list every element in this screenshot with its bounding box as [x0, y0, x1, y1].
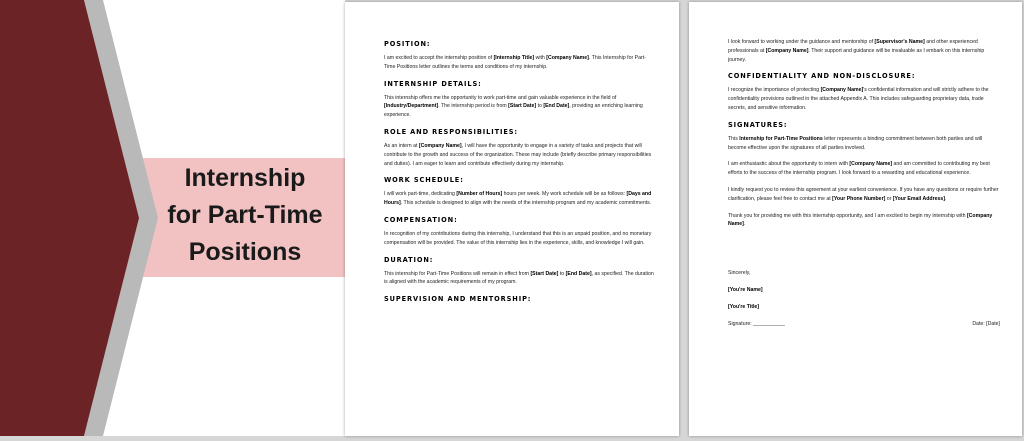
text-run: . — [743, 221, 746, 228]
section-heading: ROLE AND RESPONSIBILITIES: — [384, 127, 518, 136]
text-run: I will work part-time, dedicating — [384, 191, 457, 198]
text-run: letter represents a binding commitment between both parties and will become effective upon the signatures of all parties involved. — [728, 135, 983, 151]
document-page-1 — [345, 2, 679, 436]
section-supervision-and-mentorship — [384, 295, 657, 303]
placeholder-field: [Company Name] — [820, 87, 864, 94]
section-compensation — [384, 216, 657, 248]
section-heading: CONFIDENTIALITY AND NON-DISCLOSURE: — [728, 72, 916, 81]
section-internship-details — [384, 80, 657, 120]
closing-block — [728, 269, 1000, 328]
section-confidentiality-and-non-disclosure — [728, 72, 1000, 112]
placeholder-field: [Company Name] — [765, 47, 809, 54]
text-run: hours per week. My work schedule will be as follows: — [502, 191, 627, 198]
placeholder-field: [Company Name] — [728, 212, 993, 228]
paragraph — [384, 190, 657, 208]
placeholder-field: [Number of Hours] — [456, 191, 503, 198]
text-run: I kindly request you to review this agreement at your earliest convenience. If you have any questions or require further clarification, please feel free to contact me at — [728, 186, 999, 202]
text-run: I am enthusiastic about the opportunity to intern with — [728, 161, 850, 168]
text-run: As an intern at — [384, 142, 419, 149]
closing-name — [728, 286, 1000, 295]
section-continued — [728, 38, 1000, 64]
closing-name-text: [You're Name] — [728, 286, 763, 293]
text-run: Thank you for providing me with this internship opportunity, and I am excited to begin my internship with — [728, 212, 967, 219]
text-run: to — [558, 270, 566, 277]
text-run: I look forward to working under the guidance and mentorship of — [728, 39, 875, 45]
placeholder-field: [Industry/Department] — [384, 103, 439, 110]
document-page-2 — [689, 2, 1022, 436]
section-heading: SUPERVISION AND MENTORSHIP: — [384, 295, 532, 304]
text-run: . Their support and guidance will be invaluable as I embark on this internship journey. — [728, 47, 985, 63]
text-run: . — [945, 195, 947, 202]
section-duration — [384, 256, 657, 288]
signature-line — [728, 320, 1000, 329]
placeholder-field: [Company Name] — [546, 55, 589, 61]
placeholder-field: [Internship Title] — [493, 55, 535, 61]
text-run: In recognition of my contributions during this internship, I understand that this is an unpaid position, and no monetary compensation will be provided. The value of this internship lies in the experience, skills, and knowledge I will gain. — [384, 230, 652, 246]
text-run: and am committed to contributing my best efforts to the success of the internship program. I look forward to a rewarding and educational experience. — [728, 161, 990, 177]
paragraph — [384, 94, 657, 120]
section-signatures — [728, 121, 1000, 229]
placeholder-field: [Start Date] — [508, 103, 537, 110]
section-role-and-responsibilities — [384, 128, 657, 168]
date-field: Date: [Date] — [972, 320, 1000, 327]
paragraph — [728, 135, 1000, 153]
signature-field: Signature: ___________ — [728, 320, 785, 327]
section-heading: SIGNATURES: — [728, 120, 788, 129]
placeholder-field: [End Date] — [565, 270, 592, 277]
text-run: 's confidential information and will strictly adhere to the confidentiality provisions outlined in the attached Appendix A. This includes safeguarding proprietary data, trade secrets, and sensitive information. — [728, 87, 989, 111]
paragraph — [728, 160, 1000, 178]
paragraph — [384, 230, 657, 248]
paragraph — [384, 142, 657, 168]
text-run: with — [534, 55, 547, 61]
text-run: . This Internship for Part-Time Positions letter outlines the terms and conditions of my internship. — [384, 55, 646, 70]
placeholder-field: [Your Email Address] — [892, 195, 946, 202]
text-run: , providing an enriching learning experience. — [384, 103, 643, 119]
closing-sincerely — [728, 269, 1000, 278]
section-work-schedule — [384, 176, 657, 208]
section-heading: COMPENSATION: — [384, 215, 458, 224]
paragraph — [728, 186, 1000, 204]
placeholder-field: [Supervisor's Name] — [874, 39, 925, 45]
placeholder-field: [Your Phone Number] — [832, 195, 886, 202]
closing-title-text: [You're Title] — [728, 303, 760, 310]
text-run: and other experienced professionals at — [728, 39, 978, 54]
placeholder-field: [End Date] — [543, 103, 570, 110]
closing-title — [728, 303, 1000, 312]
text-run: , I will have the opportunity to engage in a variety of tasks and projects that will contribute to the growth and success of the organization. These may include (briefly describe primary responsibilities and duties). I am eager to learn and contribute effectively during my internship. — [384, 142, 652, 167]
placeholder-field: Internship for Part-Time Positions — [739, 135, 823, 142]
section-heading: POSITION: — [384, 40, 431, 48]
closing-sincerely-text: Sincerely, — [728, 270, 751, 277]
text-run: . This schedule is designed to align with the needs of the internship program and my academic commitments. — [400, 200, 652, 207]
text-run: or — [885, 195, 893, 202]
text-run: I recognize the importance of protecting — [728, 87, 821, 94]
cover-banner — [0, 0, 345, 436]
paragraph — [384, 270, 657, 288]
text-run: to — [536, 103, 544, 110]
paragraph — [728, 86, 1000, 112]
text-run: This internship offers me the opportunity to work part-time and gain valuable experience in the field of — [384, 94, 617, 101]
banner-title: Internship for Part-Time Positions — [167, 164, 323, 266]
section-position — [384, 40, 657, 72]
text-run: , as specified. The duration is aligned with the academic requirements of my program. — [384, 270, 654, 286]
text-run: I am excited to accept the internship position of — [384, 55, 494, 61]
section-heading: DURATION: — [384, 255, 434, 264]
paragraph — [384, 54, 657, 72]
placeholder-field: [Company Name] — [849, 161, 893, 168]
placeholder-field: [Days and Hours] — [384, 191, 652, 207]
section-heading: WORK SCHEDULE: — [384, 176, 464, 185]
text-run: . The internship period is from — [438, 103, 509, 110]
text-run: This — [728, 135, 740, 142]
section-heading: INTERNSHIP DETAILS: — [384, 79, 482, 88]
placeholder-field: [Company Name] — [418, 142, 462, 149]
paragraph — [728, 212, 1000, 230]
text-run: This internship for Part-Time Positions will remain in effect from — [384, 270, 531, 277]
paragraph — [728, 38, 1000, 64]
placeholder-field: [Start Date] — [530, 270, 559, 277]
